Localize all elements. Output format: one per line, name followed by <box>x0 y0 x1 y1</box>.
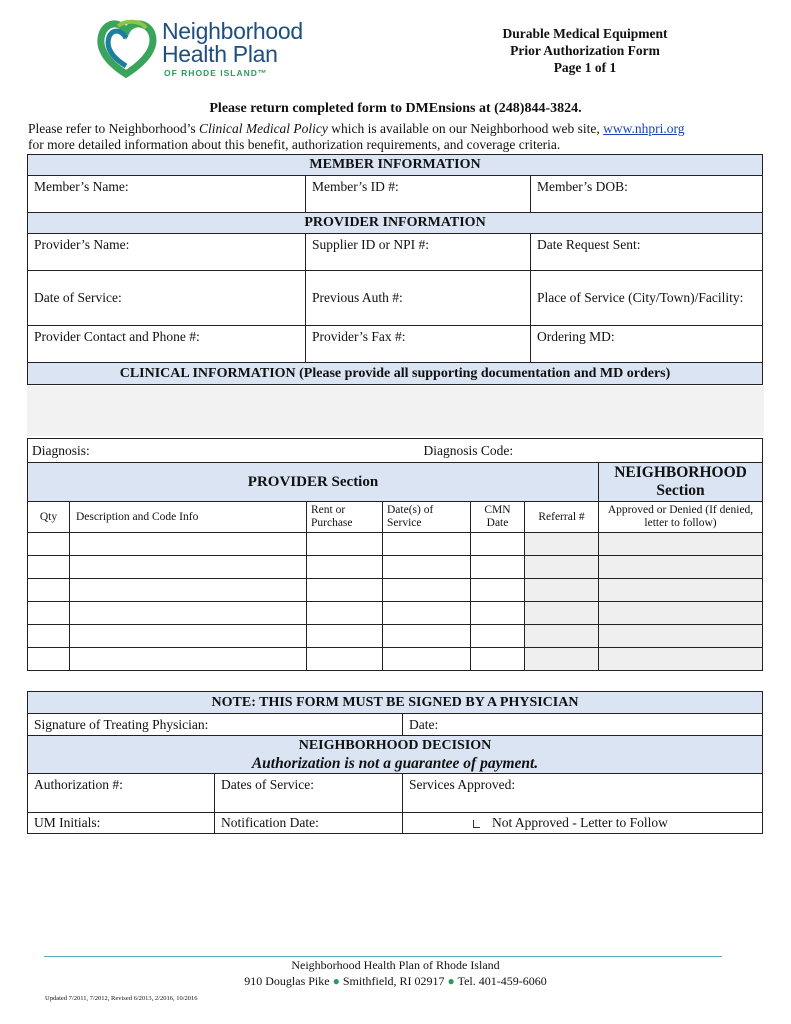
form-title-line2: Prior Authorization Form <box>510 43 660 58</box>
cmn-date-cell[interactable] <box>471 533 525 556</box>
rent-purchase-cell[interactable] <box>307 625 383 648</box>
footer-updated: Updated 7/2011, 7/2012, Revised 6/2013, 2/2016, 10/2016 <box>45 995 198 1002</box>
col-cmn-date: CMN Date <box>471 502 525 533</box>
qty-cell[interactable] <box>28 533 70 556</box>
referral-cell[interactable] <box>525 625 599 648</box>
rent-purchase-cell[interactable] <box>307 556 383 579</box>
clinical-info-area[interactable] <box>27 386 764 436</box>
um-initials-field[interactable]: UM Initials: <box>28 813 215 834</box>
clinical-info-header: CLINICAL INFORMATION (Please provide all supporting documentation and MD orders) <box>28 363 763 385</box>
diagnosis-code-field[interactable]: Diagnosis Code: <box>423 442 514 458</box>
dates-service-cell[interactable] <box>383 602 471 625</box>
logo-name-line2: Health Plan <box>162 41 278 67</box>
referral-cell[interactable] <box>525 533 599 556</box>
not-approved-checkbox[interactable] <box>473 820 480 828</box>
dates-service-cell[interactable] <box>383 579 471 602</box>
col-dates-service: Date(s) of Service <box>383 502 471 533</box>
logo <box>96 16 303 80</box>
table-row <box>28 602 763 625</box>
bullet-icon: ● <box>447 974 455 988</box>
ordering-md-field[interactable]: Ordering MD: <box>531 326 763 363</box>
date-request-sent-field[interactable]: Date Request Sent: <box>531 234 763 271</box>
place-of-service-field[interactable]: Place of Service (City/Town)/Facility: <box>531 271 763 326</box>
form-title <box>470 25 700 76</box>
description-cell[interactable] <box>70 602 307 625</box>
provider-section-header: PROVIDER Section <box>28 463 599 502</box>
policy-text-post: which is available on our Neighborhood web site, <box>327 121 604 136</box>
description-cell[interactable] <box>70 533 307 556</box>
qty-cell[interactable] <box>28 556 70 579</box>
cmn-date-cell[interactable] <box>471 625 525 648</box>
not-approved-label: Not Approved - Letter to Follow <box>492 815 668 830</box>
policy-text-pre: Please refer to Neighborhood’s <box>28 121 199 136</box>
referral-cell[interactable] <box>525 602 599 625</box>
previous-auth-field[interactable]: Previous Auth #: <box>306 271 531 326</box>
description-cell[interactable] <box>70 625 307 648</box>
rent-purchase-cell[interactable] <box>307 579 383 602</box>
return-instruction: Please return completed form to DMEnsions at (248)844-3824. <box>209 101 582 116</box>
approved-denied-cell[interactable] <box>599 533 763 556</box>
services-approved-field[interactable]: Services Approved: <box>403 774 763 813</box>
referral-cell[interactable] <box>525 579 599 602</box>
supplier-id-field[interactable]: Supplier ID or NPI #: <box>306 234 531 271</box>
description-cell[interactable] <box>70 556 307 579</box>
decision-header-cell <box>28 736 763 774</box>
table-row <box>28 556 763 579</box>
bullet-icon: ● <box>332 974 340 988</box>
member-provider-table <box>27 154 763 385</box>
cmn-date-cell[interactable] <box>471 579 525 602</box>
member-info-header: MEMBER INFORMATION <box>28 155 763 176</box>
diagnosis-field[interactable]: Diagnosis: <box>32 442 90 458</box>
table-row <box>28 625 763 648</box>
footer-tel: Tel. 401-459-6060 <box>457 974 547 988</box>
nhpri-link[interactable]: www.nhpri.org <box>603 121 685 136</box>
member-id-field[interactable]: Member’s ID #: <box>306 176 531 213</box>
cmn-date-cell[interactable] <box>471 556 525 579</box>
qty-cell[interactable] <box>28 602 70 625</box>
footer-address <box>0 974 791 989</box>
dates-service-cell[interactable] <box>383 648 471 671</box>
date-of-service-field[interactable]: Date of Service: <box>28 271 306 326</box>
col-rent-purchase: Rent or Purchase <box>307 502 383 533</box>
decision-dates-service-field[interactable]: Dates of Service: <box>215 774 403 813</box>
policy-name: Clinical Medical Policy <box>198 121 328 136</box>
logo-name-line3: OF RHODE ISLAND™ <box>164 68 268 78</box>
table-row <box>28 533 763 556</box>
qty-cell[interactable] <box>28 579 70 602</box>
provider-name-field[interactable]: Provider’s Name: <box>28 234 306 271</box>
not-approved-option <box>403 813 763 834</box>
provider-contact-field[interactable]: Provider Contact and Phone #: <box>28 326 306 363</box>
member-name-field[interactable]: Member’s Name: <box>28 176 306 213</box>
member-dob-field[interactable]: Member’s DOB: <box>531 176 763 213</box>
footer-org: Neighborhood Health Plan of Rhode Island <box>291 958 500 972</box>
rent-purchase-cell[interactable] <box>307 602 383 625</box>
approved-denied-cell[interactable] <box>599 556 763 579</box>
signature-date-field[interactable]: Date: <box>403 714 763 736</box>
decision-table <box>27 691 763 834</box>
heart-logo-icon <box>96 16 158 78</box>
logo-name-line1: Neighborhood <box>162 18 303 44</box>
decision-disclaimer: Authorization is not a guarantee of payment. <box>251 754 539 772</box>
dates-service-cell[interactable] <box>383 625 471 648</box>
provider-info-header: PROVIDER INFORMATION <box>28 213 763 234</box>
cmn-date-cell[interactable] <box>471 648 525 671</box>
table-row <box>28 648 763 671</box>
col-approved-denied: Approved or Denied (If denied, letter to follow) <box>599 502 763 533</box>
rent-purchase-cell[interactable] <box>307 648 383 671</box>
referral-cell[interactable] <box>525 648 599 671</box>
neighborhood-section-header: NEIGHBORHOOD Section <box>599 463 763 502</box>
approved-denied-cell[interactable] <box>599 625 763 648</box>
physician-signature-header: NOTE: THIS FORM MUST BE SIGNED BY A PHYSICIAN <box>28 692 763 714</box>
referral-cell[interactable] <box>525 556 599 579</box>
dates-service-cell[interactable] <box>383 556 471 579</box>
policy-reference <box>28 121 788 137</box>
qty-cell[interactable] <box>28 648 70 671</box>
diagnosis-row <box>28 439 763 463</box>
dates-service-cell[interactable] <box>383 533 471 556</box>
form-title-line1: Durable Medical Equipment <box>502 26 668 41</box>
form-title-page: Page 1 of 1 <box>553 60 617 75</box>
description-cell[interactable] <box>70 579 307 602</box>
table-row <box>28 579 763 602</box>
description-cell[interactable] <box>70 648 307 671</box>
approved-denied-cell[interactable] <box>599 579 763 602</box>
col-description: Description and Code Info <box>70 502 307 533</box>
approved-denied-cell[interactable] <box>599 602 763 625</box>
notification-date-field[interactable]: Notification Date: <box>215 813 403 834</box>
qty-cell[interactable] <box>28 625 70 648</box>
col-referral: Referral # <box>525 502 599 533</box>
policy-reference-line2: for more detailed information about this benefit, authorization requirements, and coverage criteria. <box>28 137 561 152</box>
footer-street: 910 Douglas Pike <box>244 974 330 988</box>
items-table <box>27 438 763 671</box>
provider-fax-field[interactable]: Provider’s Fax #: <box>306 326 531 363</box>
footer-divider <box>44 956 722 957</box>
physician-signature-field[interactable]: Signature of Treating Physician: <box>28 714 403 736</box>
footer-city: Smithfield, RI 02917 <box>342 974 445 988</box>
rent-purchase-cell[interactable] <box>307 533 383 556</box>
cmn-date-cell[interactable] <box>471 602 525 625</box>
authorization-number-field[interactable]: Authorization #: <box>28 774 215 813</box>
approved-denied-cell[interactable] <box>599 648 763 671</box>
col-qty: Qty <box>28 502 70 533</box>
decision-header: NEIGHBORHOOD DECISION <box>298 737 492 753</box>
